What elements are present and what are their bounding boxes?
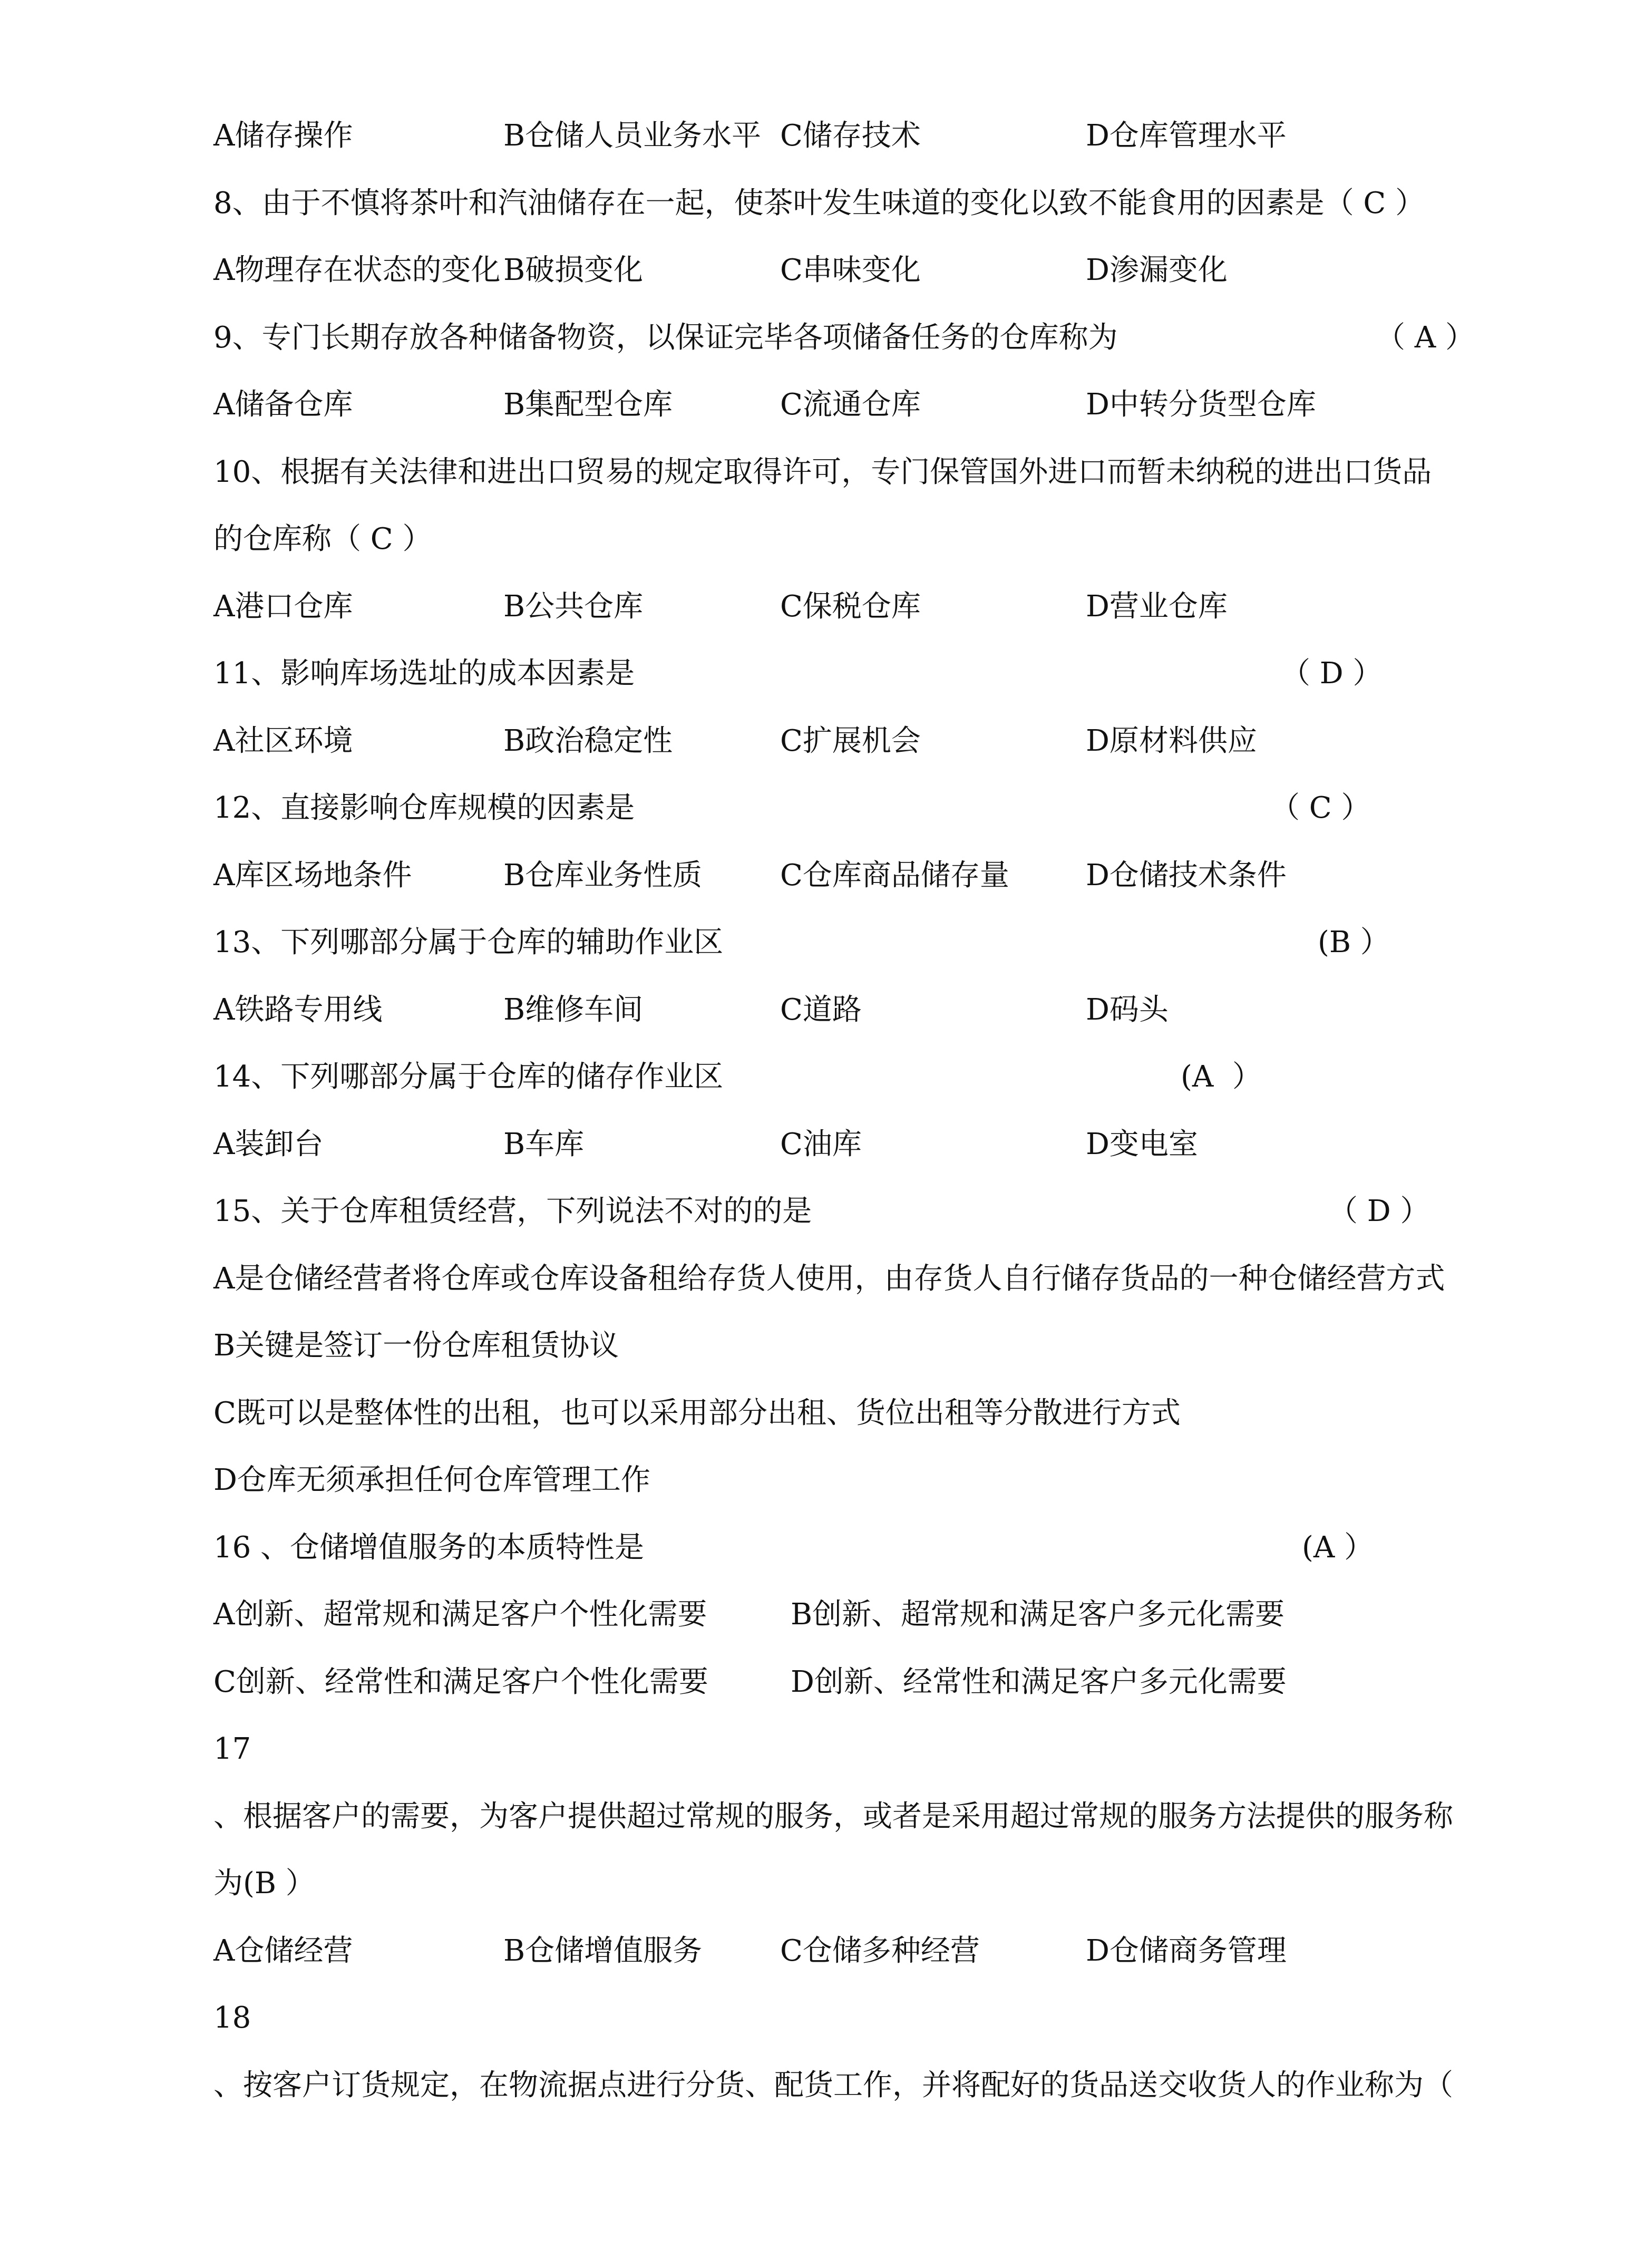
question-text: 10、根据有关法律和进出口贸易的规定取得许可，专门保管国外进口而暂未纳税的进出口货品 (213, 455, 1432, 489)
option-d: D营业仓库 (1086, 589, 1228, 624)
question-text: 13、下列哪部分属于仓库的辅助作业区 (213, 925, 724, 959)
option-d: D变电室 (1086, 1127, 1198, 1161)
option-b: B仓库业务性质 (503, 858, 703, 893)
option-b: D创新、经常性和满足客户多元化需要 (791, 1665, 1287, 1699)
option-c: C仓库商品储存量 (780, 858, 1009, 893)
option-c: C道路 (780, 993, 862, 1027)
answer-mark: （ C ） (1270, 791, 1371, 825)
answer-mark: （ D ） (1328, 1194, 1430, 1228)
option-b: B维修车间 (503, 993, 644, 1027)
option-d: D渗漏变化 (1086, 253, 1228, 287)
question-text: 9、专门长期存放各种储备物资，以保证完毕各项储备任务的仓库称为 (213, 321, 1118, 355)
question-text: 17 (213, 1732, 251, 1766)
option-d: D仓库管理水平 (1086, 119, 1287, 153)
option-a: A仓储经营 (213, 1934, 353, 1968)
option-d: D中转分货型仓库 (1086, 387, 1316, 422)
option-c: C流通仓库 (780, 387, 921, 422)
option-c: C储存技术 (780, 119, 921, 153)
question-text: 14、下列哪部分属于仓库的储存作业区 (213, 1060, 724, 1094)
option-c: C扩展机会 (780, 724, 921, 758)
option-b: B仓储人员业务水平 (503, 119, 762, 153)
question-text: 18 (213, 2001, 251, 2035)
option-c: C串味变化 (780, 253, 921, 287)
option-d: D仓储技术条件 (1086, 858, 1287, 893)
option-d: D仓储商务管理 (1086, 1934, 1287, 1968)
option-d: D码头 (1086, 993, 1169, 1027)
option-b: B车库 (503, 1127, 585, 1161)
option-b: B创新、超常规和满足客户多元化需要 (791, 1597, 1285, 1632)
option-b: B仓储增值服务 (503, 1934, 703, 1968)
option-b: B公共仓库 (503, 589, 644, 624)
question-text: A是仓储经营者将仓库或仓库设备租给存货人使用，由存货人自行储存货品的一种仓储经营方式 (213, 1262, 1445, 1296)
answer-mark: （ D ） (1281, 656, 1383, 691)
option-b: B破损变化 (503, 253, 644, 287)
question-text: C既可以是整体性的出租，也可以采用部分出租、货位出租等分散进行方式 (213, 1396, 1181, 1430)
option-d: D原材料供应 (1086, 724, 1257, 758)
option-c: C油库 (780, 1127, 862, 1161)
answer-mark: (B ） (1318, 925, 1390, 959)
answer-mark: (A ） (1302, 1530, 1374, 1565)
option-a: A装卸台 (213, 1127, 324, 1161)
option-b: B集配型仓库 (503, 387, 673, 422)
answer-mark: （ A ） (1376, 321, 1475, 355)
option-a: A铁路专用线 (213, 993, 383, 1027)
option-c: C仓储多种经营 (780, 1934, 980, 1968)
question-text: 16 、仓储增值服务的本质特性是 (213, 1530, 645, 1565)
option-a: A库区场地条件 (213, 858, 412, 893)
question-text: 11、影响库场选址的成本因素是 (213, 656, 635, 691)
option-a: A社区环境 (213, 724, 353, 758)
answer-mark: (A ） (1181, 1060, 1262, 1094)
option-a: C创新、经常性和满足客户个性化需要 (213, 1665, 708, 1699)
question-text: 为(B ） (213, 1866, 315, 1901)
option-b: B政治稳定性 (503, 724, 673, 758)
question-text: 的仓库称（ C ） (213, 522, 432, 556)
option-a: A储备仓库 (213, 387, 353, 422)
question-text: 、按客户订货规定，在物流据点进行分货、配货工作，并将配好的货品送交收货人的作业称为（ (213, 2068, 1453, 2102)
question-text: 15、关于仓库租赁经营，下列说法不对的的是 (213, 1194, 812, 1228)
question-text: D仓库无须承担任何仓库管理工作 (213, 1463, 650, 1497)
question-text: 、根据客户的需要，为客户提供超过常规的服务，或者是采用超过常规的服务方法提供的服务称 (213, 1799, 1453, 1834)
question-text: 12、直接影响仓库规模的因素是 (213, 791, 635, 825)
question-text: 8、由于不慎将茶叶和汽油储存在一起，使茶叶发生味道的变化以致不能食用的因素是（ C ） (213, 186, 1425, 220)
option-c: C保税仓库 (780, 589, 921, 624)
question-text: B关键是签订一份仓库租赁协议 (213, 1329, 619, 1363)
option-a: A港口仓库 (213, 589, 353, 624)
option-a: A储存操作 (213, 119, 353, 153)
option-a: A创新、超常规和满足客户个性化需要 (213, 1597, 707, 1632)
option-a: A物理存在状态的变化 (213, 253, 501, 287)
